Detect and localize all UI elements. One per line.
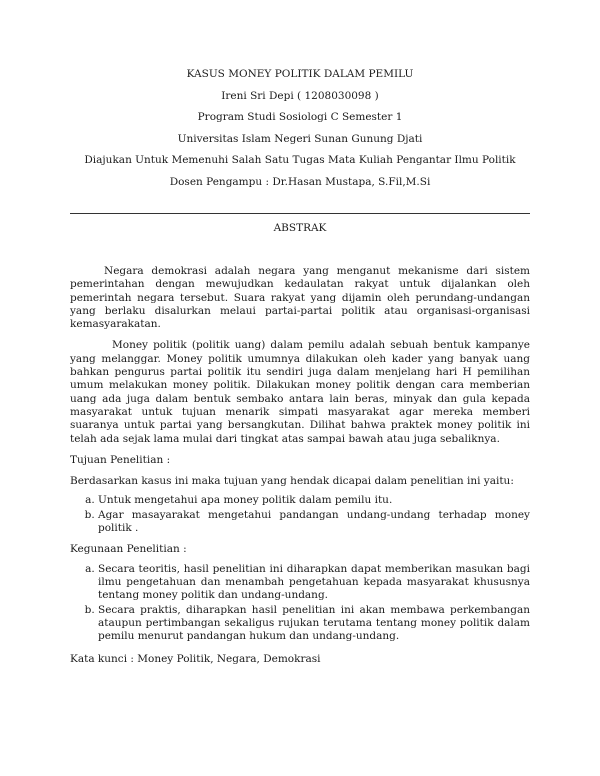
paragraph-1: Negara demokrasi adalah negara yang menganut mekanisme dari sistem pemerintahan dengan mewujudkan kedaulatan rakyat untuk dijalankan oleh pemerintah negara tersebut. Suara rakyat yang dijamin oleh perundang-undangan yang berlaku disalurkan melaui partai-partai politik atau organisasi-organisasi kemasyarakatan.: [70, 265, 530, 331]
abstract-body: [70, 265, 530, 667]
paragraph-2: Money politik (politik uang) dalam pemilu adalah sebuah bentuk kampanye yang melanggar. Money politik umumnya dilakukan oleh kader yang banyak uang bahkan pengurus partai politik itu sendiri juga dalam menjelang hari H pemilihan umum melakukan money politik. Dilakukan money politik dengan cara memberian uang ada juga dalam bentuk sembako antara lain beras, minyak dan gula kepada masyarakat untuk tujuan menarik simpati masyarakat agar mereka memberi suaranya untuk partai yang bersangkutan. Dilihat bahwa praktek money politik ini telah ada sejak lama mulai dari tingkat atas sampai bawah atau juga sebaliknya.: [70, 339, 530, 445]
program-line: Program Studi Sosiologi C Semester 1: [197, 111, 403, 124]
purpose-line: Diajukan Untuk Memenuhi Salah Satu Tugas Mata Kuliah Pengantar Ilmu Politik: [84, 154, 516, 167]
lecturer-line: Dosen Pengampu : Dr.Hasan Mustapa, S.Fil,M.Si: [169, 175, 431, 188]
tujuan-list: [70, 494, 530, 535]
list-item: a. Secara teoritis, hasil penelitian ini diharapkan dapat memberikan masukan bagi ilmu pengetahuan dan menambah pengetahuan kepada masyarakat khususnya tentang money politik dan undang-undang.: [98, 563, 530, 603]
keywords-line: Kata kunci : Money Politik, Negara, Demokrasi: [70, 653, 321, 666]
document-title: KASUS MONEY POLITIK DALAM PEMILU: [186, 68, 414, 80]
list-item: b. Secara praktis, diharapkan hasil penelitian ini akan membawa perkembangan ataupun pertimbangan sekaligus rujukan terutama tentang money politik dalam pemilu menurut pandangan hukum dan undang-undang.: [98, 604, 530, 644]
author-line: Ireni Sri Depi ( 1208030098 ): [221, 89, 379, 102]
list-item: b. Agar masayarakat mengetahui pandangan undang-undang terhadap money politik .: [98, 509, 530, 536]
list-item: a. Untuk mengetahui apa money politik dalam pemilu itu.: [98, 494, 530, 507]
kegunaan-list: [70, 563, 530, 644]
abstract-heading: ABSTRAK: [273, 222, 327, 234]
tujuan-intro: Berdasarkan kasus ini maka tujuan yang hendak dicapai dalam penelitian ini yaitu:: [70, 475, 514, 488]
header-divider: [70, 213, 530, 214]
tujuan-heading: Tujuan Penelitian :: [70, 453, 171, 466]
document-header: [0, 68, 600, 198]
kegunaan-heading: Kegunaan Penelitian :: [70, 543, 187, 556]
university-line: Universitas Islam Negeri Sunan Gunung Djati: [177, 132, 423, 145]
